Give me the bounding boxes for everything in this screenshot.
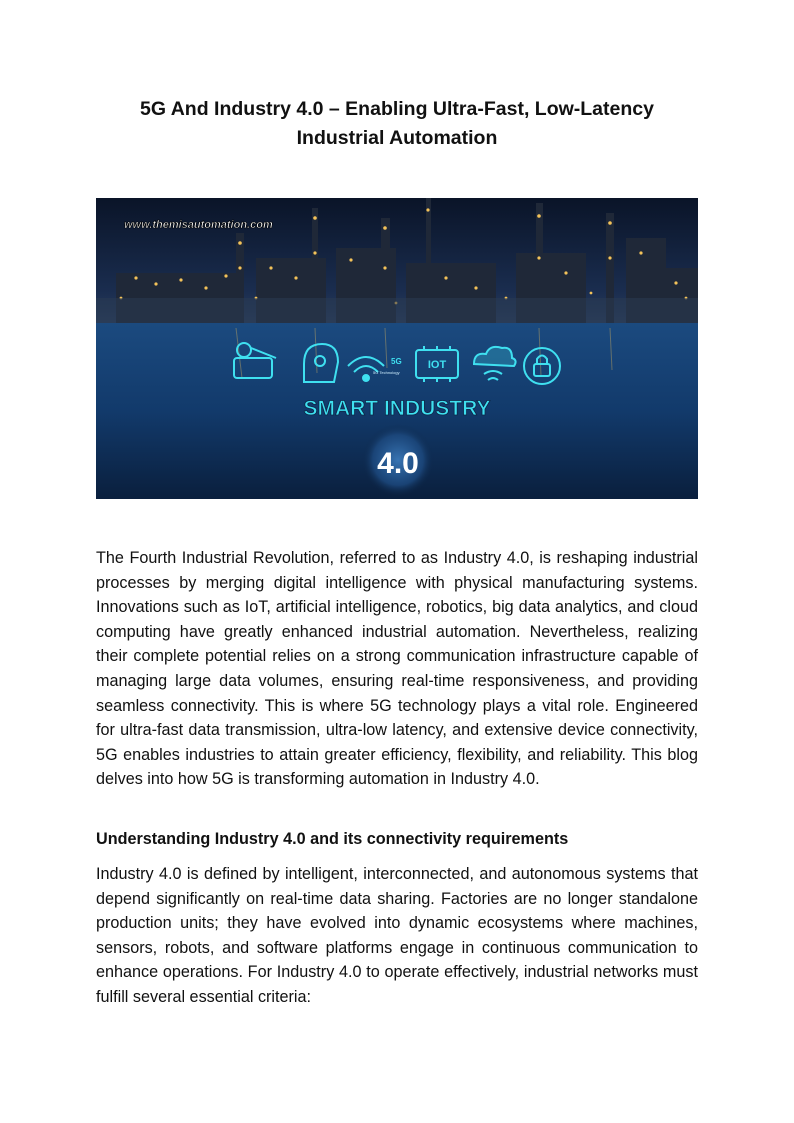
hero-image [96,198,698,499]
hero-badge: 4.0 [377,447,419,480]
hero-illustration [96,198,698,499]
icon-5g-label: 5G [391,357,402,366]
icon-iot-label: IOT [427,359,447,371]
section-heading: Understanding Industry 4.0 and its connectivity requirements [96,830,569,848]
page-title: 5G And Industry 4.0 – Enabling Ultra-Fast, Low-Latency Industrial Automation [140,98,654,149]
icon-5g-sublabel: 5G Technology [373,370,400,375]
section-paragraph: Industry 4.0 is defined by intelligent, interconnected, and autonomous systems that depend significantly on real-time data sharing. Factories are no longer standalone production units; they have evolved into dynamic ecosystems where machines, sensors, robots, and software platforms engage in continuous communication to enhance operations. For Industry 4.0 to operate effectively, industrial networks must fulfill several essential criteria: [96,865,698,1006]
hero-headline: SMART INDUSTRY [303,397,491,420]
intro-paragraph: The Fourth Industrial Revolution, referred to as Industry 4.0, is reshaping industrial processes by merging digital intelligence with physical manufacturing systems. Innovations such as IoT, artificial intelligence, robotics, big data analytics, and cloud computing have greatly enhanced industrial automation. Nevertheless, realizing their complete potential relies on a strong communication infrastructure capable of managing large data volumes, ensuring real-time responsiveness, and providing seamless connectivity. This is where 5G technology plays a vital role. Engineered for ultra-fast data transmission, ultra-low latency, and extensive device connectivity, 5G enables industries to attain greater efficiency, flexibility, and reliability. This blog delves into how 5G is transforming automation in Industry 4.0. [96,549,698,789]
hero-watermark: www.themisautomation.com [124,219,273,231]
